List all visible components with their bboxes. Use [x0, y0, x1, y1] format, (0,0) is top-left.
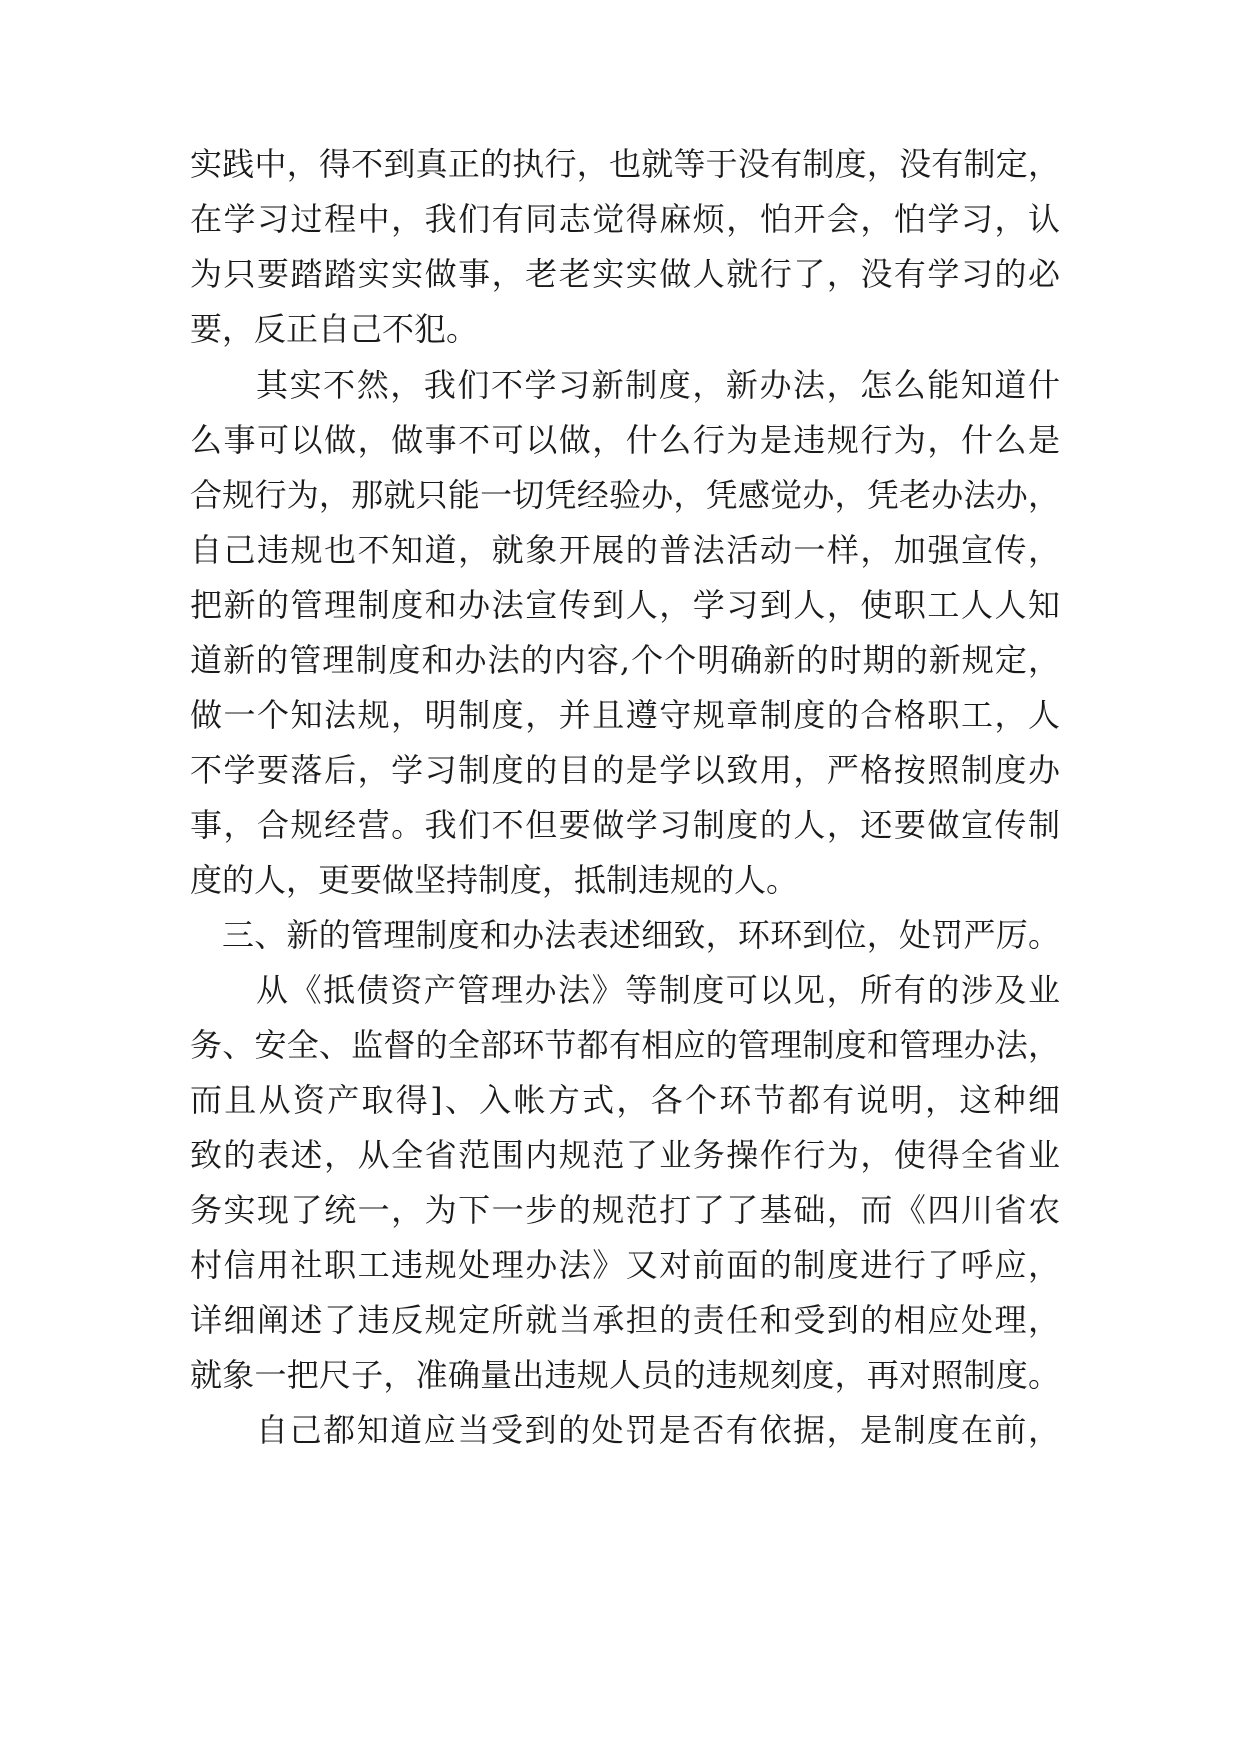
text-line-13: 事，合规经营。我们不但要做学习制度的人，还要做宣传制 — [190, 806, 1060, 844]
text-line-11: 做一个知法规，明制度，并且遵守规章制度的合格职工，人 — [190, 696, 1060, 734]
text-line-23: 就象一把尺子，准确量出违规人员的违规刻度，再对照制度。 — [190, 1356, 1060, 1394]
text-line-16: 从《抵债资产管理办法》等制度可以见，所有的涉及业 — [256, 971, 1060, 1009]
text-line-19: 致的表述，从全省范围内规范了业务操作行为，使得全省业 — [190, 1136, 1060, 1174]
text-line-9: 把新的管理制度和办法宣传到人，学习到人，使职工人人知 — [190, 586, 1060, 624]
text-line-1: 实践中，得不到真正的执行，也就等于没有制度，没有制定， — [190, 145, 1060, 183]
text-line-8: 自己违规也不知道，就象开展的普法活动一样，加强宣传， — [190, 531, 1060, 569]
text-line-24: 自己都知道应当受到的处罚是否有依据，是制度在前， — [256, 1411, 1060, 1449]
text-line-14: 度的人，更要做坚持制度，抵制违规的人。 — [190, 861, 799, 899]
text-line-2: 在学习过程中，我们有同志觉得麻烦，怕开会，怕学习，认 — [190, 200, 1060, 238]
text-line-5: 其实不然，我们不学习新制度，新办法，怎么能知道什 — [256, 366, 1060, 404]
text-line-20: 务实现了统一，为下一步的规范打了了基础，而《四川省农 — [190, 1191, 1060, 1229]
text-line-12: 不学要落后，学习制度的目的是学以致用，严格按照制度办 — [190, 751, 1060, 789]
text-line-10: 道新的管理制度和办法的内容,个个明确新的时期的新规定， — [190, 641, 1060, 679]
section-heading: 三、新的管理制度和办法表述细致，环环到位，处罚严厉。 — [222, 916, 1060, 954]
text-line-22: 详细阐述了违反规定所就当承担的责任和受到的相应处理， — [190, 1301, 1060, 1339]
text-line-3: 为只要踏踏实实做事，老老实实做人就行了，没有学习的必 — [190, 255, 1060, 293]
text-line-17: 务、安全、监督的全部环节都有相应的管理制度和管理办法， — [190, 1026, 1060, 1064]
text-line-18: 而且从资产取得]、入帐方式，各个环节都有说明，这种细 — [190, 1081, 1060, 1119]
text-line-21: 村信用社职工违规处理办法》又对前面的制度进行了呼应， — [190, 1246, 1060, 1284]
text-line-4: 要，反正自己不犯。 — [190, 310, 479, 348]
text-line-7: 合规行为，那就只能一切凭经验办，凭感觉办，凭老办法办， — [190, 476, 1060, 514]
text-line-6: 么事可以做，做事不可以做，什么行为是违规行为，什么是 — [190, 421, 1060, 459]
